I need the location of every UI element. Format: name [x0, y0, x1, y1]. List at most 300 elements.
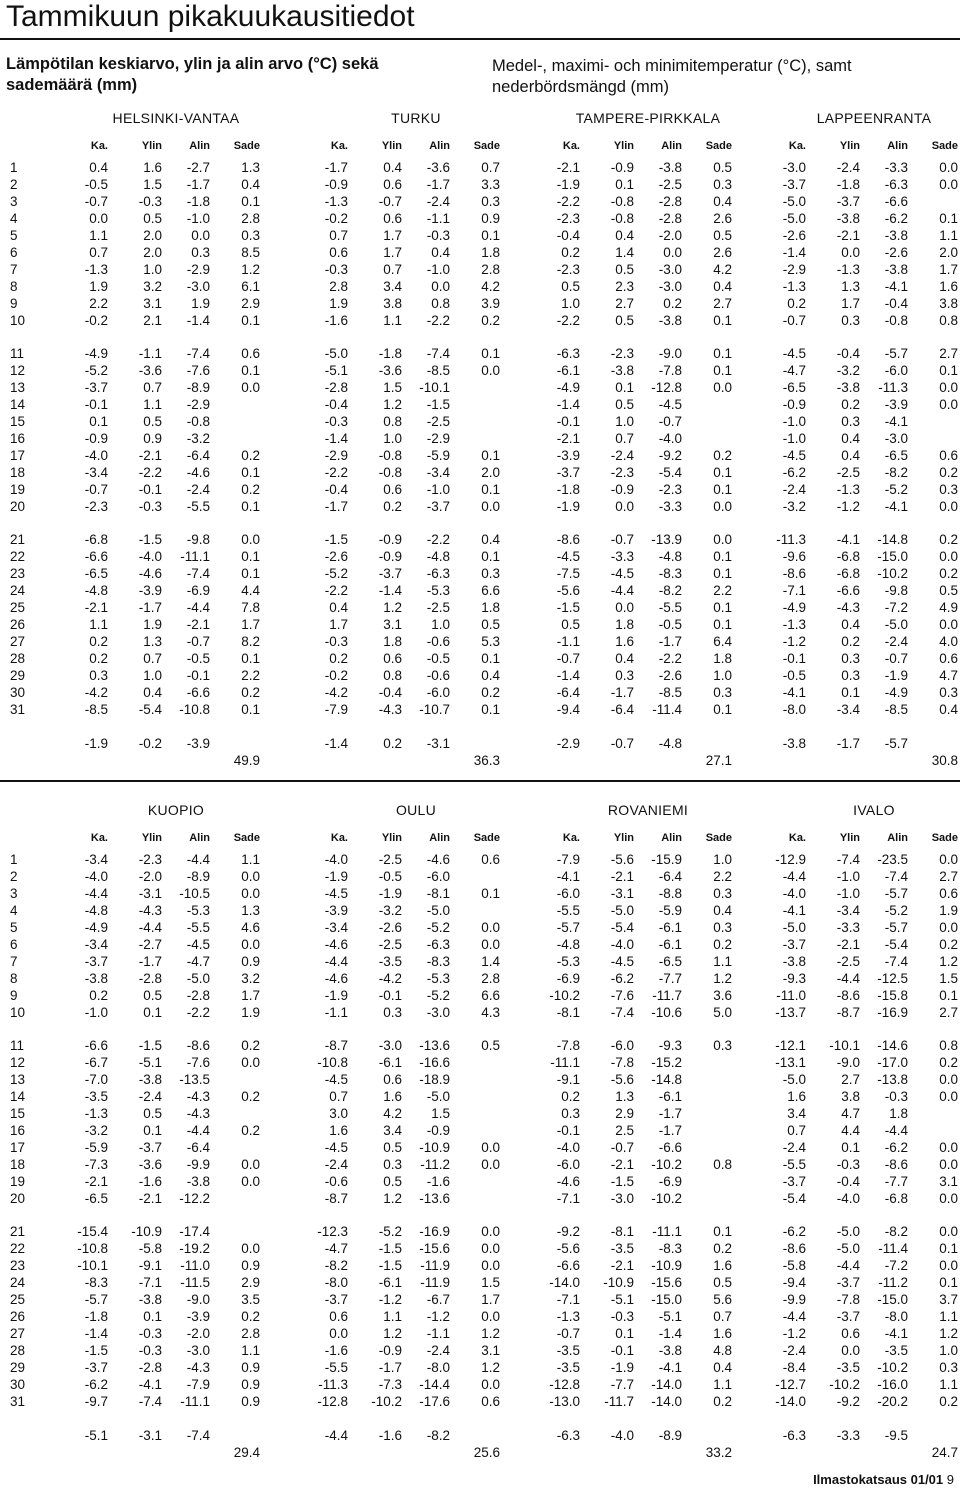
min-temp-cell: -2.9 — [426, 431, 450, 446]
max-temp-cell: -3.8 — [138, 1292, 162, 1307]
precipitation-cell: 2.8 — [481, 971, 500, 986]
mean-temp-cell: -4.9 — [556, 380, 580, 395]
table-row — [532, 262, 764, 279]
precipitation-total: 36.3 — [473, 753, 500, 768]
min-temp-cell: -14.8 — [877, 532, 908, 547]
table-row — [300, 1258, 532, 1275]
precipitation-cell: 0.3 — [713, 1038, 732, 1053]
table-row — [60, 160, 292, 177]
column-header: Ylin — [381, 832, 402, 844]
mean-temp-cell: -3.9 — [556, 448, 580, 463]
min-temp-cell: 0.0 — [663, 245, 682, 260]
mean-temp-cell: -8.0 — [782, 702, 806, 717]
min-temp-cell: -3.8 — [884, 262, 908, 277]
min-temp-cell: -3.0 — [426, 1005, 450, 1020]
mean-temp-cell: -4.4 — [324, 954, 348, 969]
table-row — [758, 465, 960, 482]
precipitation-cell: 0.6 — [939, 448, 958, 463]
table-row — [300, 431, 532, 448]
max-temp-cell: 1.0 — [615, 414, 634, 429]
min-temp-cell: -5.2 — [884, 482, 908, 497]
min-temp-cell: -6.6 — [884, 194, 908, 209]
precipitation-cell: 0.1 — [241, 363, 260, 378]
day-number: 9 — [10, 988, 18, 1003]
min-temp-cell: -2.9 — [186, 262, 210, 277]
mean-temp-cell: -3.7 — [84, 954, 108, 969]
table-row — [758, 431, 960, 448]
precipitation-cell: 0.4 — [241, 177, 260, 192]
mean-temp-cell: -0.7 — [556, 651, 580, 666]
mean-temp-cell: -4.4 — [84, 886, 108, 901]
min-temp-cell: -0.5 — [658, 617, 682, 632]
min-temp-cell: -5.0 — [186, 971, 210, 986]
table-row — [758, 1360, 960, 1377]
mean-temp-cell: -1.7 — [324, 160, 348, 175]
table-row — [532, 583, 764, 600]
max-temp-cell: 1.2 — [383, 1326, 402, 1341]
mean-temp-cell: -7.8 — [556, 1038, 580, 1053]
mean-temp-cell: -4.9 — [84, 346, 108, 361]
min-temp-cell: -6.3 — [884, 177, 908, 192]
max-temp-cell: -0.4 — [836, 346, 860, 361]
mean-temp-cell: -5.0 — [324, 346, 348, 361]
min-temp-cell: -4.1 — [884, 1326, 908, 1341]
min-temp-cell: -9.8 — [884, 583, 908, 598]
min-temp-cell: -19.2 — [179, 1241, 210, 1256]
max-temp-cell: 1.8 — [383, 634, 402, 649]
day-number: 16 — [10, 431, 26, 446]
max-temp-cell: -10.2 — [829, 1377, 860, 1392]
max-temp-cell: 4.7 — [841, 1106, 860, 1121]
min-temp-cell: -1.7 — [658, 1106, 682, 1121]
mean-temp-cell: -3.9 — [324, 903, 348, 918]
mean-temp-cell: -1.1 — [556, 634, 580, 649]
precipitation-total: 25.6 — [473, 1445, 500, 1460]
day-number: 5 — [10, 228, 18, 243]
precipitation-cell: 0.0 — [241, 532, 260, 547]
max-temp-cell: 3.8 — [841, 1089, 860, 1104]
max-temp-cell: -3.3 — [610, 549, 634, 564]
min-temp-cell: -4.8 — [426, 549, 450, 564]
max-temp-cell: 0.1 — [615, 380, 634, 395]
precipitation-cell: 4.0 — [939, 634, 958, 649]
monthly-mean-row — [60, 736, 292, 753]
mean-temp-cell: -0.7 — [84, 194, 108, 209]
min-temp-cell: -5.7 — [884, 920, 908, 935]
mean-temp-cell: -4.5 — [324, 1072, 348, 1087]
mean-temp-cell: -1.7 — [324, 499, 348, 514]
max-temp-cell: 0.4 — [615, 651, 634, 666]
table-row — [758, 1343, 960, 1360]
max-temp-cell: 1.6 — [615, 634, 634, 649]
mean-temp-cell: 0.5 — [561, 279, 580, 294]
mean-temp-cell: -1.6 — [324, 1343, 348, 1358]
heading-swedish: Medel-, maximi- och minimitemperatur (°C), samt nederbördsmängd (mm) — [492, 57, 852, 96]
table-row — [300, 177, 532, 194]
max-temp-cell: -6.8 — [836, 566, 860, 581]
mean-temp-cell: -4.6 — [324, 937, 348, 952]
mean-temp-cell: 0.1 — [89, 414, 108, 429]
max-temp-cell: -4.6 — [138, 566, 162, 581]
precipitation-cell: 0.4 — [939, 702, 958, 717]
table-row — [532, 431, 764, 448]
day-number: 19 — [10, 1174, 26, 1189]
min-temp-cell: -5.3 — [186, 903, 210, 918]
max-temp-cell: 0.2 — [841, 634, 860, 649]
max-temp-cell: -1.9 — [378, 886, 402, 901]
table-row — [758, 1394, 960, 1411]
precipitation-cell: 2.2 — [713, 869, 732, 884]
table-row — [60, 1106, 292, 1123]
precipitation-cell: 3.1 — [939, 1174, 958, 1189]
min-temp-cell: -8.2 — [884, 1224, 908, 1239]
precipitation-cell: 0.2 — [241, 1089, 260, 1104]
max-temp-cell: 0.7 — [383, 262, 402, 277]
mean-temp-cell: -11.1 — [550, 1055, 580, 1070]
max-temp-cell: 1.9 — [143, 617, 162, 632]
max-temp-cell: 0.4 — [841, 431, 860, 446]
table-row — [758, 886, 960, 903]
table-row — [758, 903, 960, 920]
mean-temp-cell: -7.5 — [556, 566, 580, 581]
max-temp-cell: 0.4 — [841, 617, 860, 632]
table-row — [758, 651, 960, 668]
precipitation-cell: 2.2 — [713, 583, 732, 598]
max-temp-cell: -9.1 — [138, 1258, 162, 1273]
mean-temp-cell: -1.4 — [324, 431, 348, 446]
day-number: 21 — [10, 532, 26, 547]
table-row — [758, 988, 960, 1005]
precipitation-cell: 0.1 — [481, 651, 500, 666]
table-row — [300, 886, 532, 903]
max-temp-cell: -0.5 — [378, 869, 402, 884]
mean-temp-cell: -6.0 — [556, 886, 580, 901]
column-header: Sade — [705, 832, 732, 844]
precipitation-cell: 0.0 — [481, 1309, 500, 1324]
precipitation-cell: 0.1 — [241, 651, 260, 666]
mean-temp-cell: 0.7 — [329, 228, 348, 243]
day-number: 12 — [10, 1055, 26, 1070]
precipitation-cell: 0.1 — [713, 566, 732, 581]
table-row — [532, 566, 764, 583]
table-row — [758, 1326, 960, 1343]
max-temp-cell: -2.4 — [836, 160, 860, 175]
min-temp-cell: -6.7 — [426, 1292, 450, 1307]
max-temp-cell: 0.3 — [841, 313, 860, 328]
table-row — [532, 482, 764, 499]
min-temp-cell: -12.5 — [877, 971, 908, 986]
table-row — [758, 1072, 960, 1089]
min-temp-cell: -11.9 — [420, 1258, 450, 1273]
mean-temp-cell: -11.3 — [318, 1377, 348, 1392]
min-temp-cell: -1.4 — [186, 313, 210, 328]
precipitation-cell: 0.2 — [241, 1038, 260, 1053]
precipitation-cell: 0.9 — [481, 211, 500, 226]
column-header: Ka. — [90, 832, 108, 844]
mean-temp-cell: -0.7 — [556, 1326, 580, 1341]
precipitation-cell: 2.0 — [481, 465, 500, 480]
table-row — [532, 346, 764, 363]
day-number: 29 — [10, 1360, 26, 1375]
precipitation-cell: 3.3 — [481, 177, 500, 192]
mean-temp-cell: -3.8 — [84, 971, 108, 986]
max-temp-cell: 2.0 — [143, 245, 162, 260]
max-temp-cell: 0.5 — [143, 1106, 162, 1121]
max-temp-cell: -4.1 — [836, 532, 860, 547]
day-number: 14 — [10, 1089, 26, 1104]
table-row — [532, 160, 764, 177]
mean-temp-cell: -3.5 — [556, 1360, 580, 1375]
mean-temp-cell: -5.2 — [324, 566, 348, 581]
min-temp-cell: -0.8 — [884, 313, 908, 328]
precipitation-cell: 0.0 — [241, 1174, 260, 1189]
table-row — [532, 1089, 764, 1106]
precipitation-cell: 0.0 — [481, 1377, 500, 1392]
precipitation-cell: 0.0 — [939, 1258, 958, 1273]
min-temp-cell: -1.0 — [186, 211, 210, 226]
precipitation-cell: 0.1 — [481, 482, 500, 497]
table-row — [758, 194, 960, 211]
max-temp-cell: -6.0 — [610, 1038, 634, 1053]
max-temp-cell: -0.1 — [378, 988, 402, 1003]
precipitation-cell: 0.0 — [939, 1072, 958, 1087]
min-temp-cell: -2.6 — [884, 245, 908, 260]
min-temp-cell: -2.0 — [658, 228, 682, 243]
min-temp-cell: -16.6 — [419, 1055, 450, 1070]
max-temp-cell: -2.2 — [138, 465, 162, 480]
mean-temp-cell: -0.2 — [324, 211, 348, 226]
table-row — [300, 549, 532, 566]
max-temp-cell: -2.0 — [138, 869, 162, 884]
mean-temp-cell: -4.8 — [556, 937, 580, 952]
mean-temp-cell: -2.1 — [84, 1174, 108, 1189]
mean-temp-cell: -4.1 — [556, 869, 580, 884]
min-temp-cell: 1.5 — [431, 1106, 450, 1121]
precipitation-cell: 3.5 — [241, 1292, 260, 1307]
min-temp-cell: -11.0 — [180, 1258, 210, 1273]
max-temp-cell: -10.9 — [603, 1275, 634, 1290]
min-temp-cell: -3.0 — [884, 431, 908, 446]
table-row — [300, 1394, 532, 1411]
monthly-mean-row — [300, 1428, 532, 1445]
precipitation-cell: 0.3 — [241, 228, 260, 243]
table-row — [532, 414, 764, 431]
max-temp-cell: -2.8 — [138, 1360, 162, 1375]
max-temp-cell: 1.3 — [841, 279, 860, 294]
table-row — [758, 1191, 960, 1208]
precipitation-cell: 0.2 — [939, 1394, 958, 1409]
mean-temp-cell: -10.8 — [317, 1055, 348, 1070]
mean-temp-cell: -8.6 — [782, 1241, 806, 1256]
max-temp-cell: -4.4 — [836, 971, 860, 986]
precipitation-total: 30.8 — [931, 753, 958, 768]
min-temp-monthly: -9.5 — [884, 1428, 908, 1443]
day-number: 1 — [10, 160, 18, 175]
precipitation-cell: 3.2 — [241, 971, 260, 986]
mean-temp-cell: -0.1 — [84, 397, 108, 412]
min-temp-cell: -4.3 — [186, 1106, 210, 1121]
precipitation-cell: 0.1 — [939, 988, 958, 1003]
max-temp-cell: -0.9 — [610, 482, 634, 497]
precipitation-cell: 1.2 — [241, 262, 260, 277]
day-number: 3 — [10, 194, 18, 209]
precipitation-cell: 1.2 — [481, 1360, 500, 1375]
table-row — [758, 1174, 960, 1191]
table-row — [60, 886, 292, 903]
max-temp-cell: 1.0 — [143, 262, 162, 277]
table-row — [60, 1377, 292, 1394]
max-temp-cell: -1.3 — [836, 262, 860, 277]
precipitation-cell: 0.0 — [241, 1157, 260, 1172]
mean-temp-cell: 1.0 — [561, 296, 580, 311]
min-temp-cell: -4.9 — [884, 685, 908, 700]
mean-temp-cell: -6.6 — [84, 549, 108, 564]
min-temp-cell: -2.2 — [658, 651, 682, 666]
max-temp-cell: 0.5 — [615, 262, 634, 277]
table-row — [758, 1258, 960, 1275]
precipitation-cell: 1.7 — [241, 617, 260, 632]
min-temp-cell: 0.0 — [431, 279, 450, 294]
day-number: 30 — [10, 685, 26, 700]
table-row — [532, 448, 764, 465]
station-name: OULU — [395, 802, 437, 818]
min-temp-cell: -10.7 — [419, 702, 450, 717]
column-header: Alin — [429, 140, 450, 152]
precipitation-cell: 1.2 — [939, 954, 958, 969]
max-temp-cell: -6.2 — [610, 971, 634, 986]
table-row — [532, 1292, 764, 1309]
min-temp-cell: -12.2 — [179, 1191, 210, 1206]
precipitation-cell: 0.1 — [713, 1224, 732, 1239]
precipitation-cell: 0.1 — [241, 499, 260, 514]
table-row — [532, 1038, 764, 1055]
mean-temp-cell: -7.1 — [556, 1292, 580, 1307]
table-row — [532, 1055, 764, 1072]
station-name: TAMPERE-PIRKKALA — [575, 110, 721, 126]
mean-temp-cell: 0.2 — [561, 1089, 580, 1104]
day-number: 19 — [10, 482, 26, 497]
precipitation-cell: 0.0 — [481, 499, 500, 514]
title-rule — [0, 38, 960, 40]
max-temp-cell: -0.8 — [610, 211, 634, 226]
column-header: Sade — [473, 140, 500, 152]
precipitation-cell: 0.2 — [939, 1055, 958, 1070]
min-temp-cell: -1.1 — [426, 1326, 450, 1341]
max-temp-cell: -6.6 — [836, 583, 860, 598]
max-temp-cell: -1.2 — [836, 499, 860, 514]
max-temp-cell: -3.7 — [836, 1275, 860, 1290]
mean-temp-cell: 3.0 — [329, 1106, 348, 1121]
precipitation-cell: 0.0 — [939, 1140, 958, 1155]
max-temp-monthly: -4.0 — [610, 1428, 634, 1443]
max-temp-cell: -5.1 — [610, 1292, 634, 1307]
monthly-mean-row — [300, 736, 532, 753]
table-row — [758, 532, 960, 549]
mean-temp-cell: -4.9 — [84, 920, 108, 935]
max-temp-cell: 0.5 — [143, 414, 162, 429]
precipitation-cell: 0.6 — [481, 1394, 500, 1409]
table-row — [300, 937, 532, 954]
mean-temp-cell: 0.2 — [89, 634, 108, 649]
footer-publication: Ilmastokatsaus 01/01 — [813, 1472, 944, 1487]
max-temp-cell: 1.1 — [383, 313, 402, 328]
mean-temp-cell: -3.5 — [84, 1089, 108, 1104]
max-temp-cell: 0.5 — [143, 988, 162, 1003]
max-temp-cell: 1.1 — [143, 397, 162, 412]
table-row — [532, 313, 764, 330]
min-temp-cell: -13.6 — [419, 1191, 450, 1206]
table-row — [60, 228, 292, 245]
min-temp-cell: -3.5 — [884, 1343, 908, 1358]
min-temp-cell: -13.9 — [651, 532, 682, 547]
table-row — [532, 954, 764, 971]
mean-temp-cell: -5.8 — [782, 1258, 806, 1273]
min-temp-cell: -14.0 — [651, 1377, 682, 1392]
min-temp-cell: -1.9 — [884, 668, 908, 683]
max-temp-cell: -5.2 — [378, 1224, 402, 1239]
min-temp-cell: -0.7 — [658, 414, 682, 429]
table-row — [300, 397, 532, 414]
table-row — [60, 1038, 292, 1055]
max-temp-cell: -3.7 — [378, 566, 402, 581]
max-temp-cell: -2.5 — [378, 937, 402, 952]
mean-temp-cell: -6.6 — [556, 1258, 580, 1273]
mean-temp-cell: -2.4 — [782, 1343, 806, 1358]
max-temp-cell: 0.1 — [841, 685, 860, 700]
min-temp-cell: -4.1 — [884, 414, 908, 429]
table-row — [758, 634, 960, 651]
max-temp-cell: 3.4 — [383, 279, 402, 294]
precipitation-cell: 1.1 — [939, 1377, 958, 1392]
mean-temp-cell: -5.5 — [324, 1360, 348, 1375]
column-header: Ylin — [839, 832, 860, 844]
mean-temp-cell: -4.0 — [84, 869, 108, 884]
max-temp-cell: -8.1 — [610, 1224, 634, 1239]
precipitation-cell: 6.4 — [713, 634, 732, 649]
max-temp-cell: -10.1 — [829, 1038, 860, 1053]
table-row — [300, 1089, 532, 1106]
mean-temp-cell: -7.3 — [84, 1157, 108, 1172]
max-temp-cell: -4.3 — [836, 600, 860, 615]
min-temp-cell: -9.2 — [658, 448, 682, 463]
max-temp-cell: -3.8 — [836, 211, 860, 226]
min-temp-cell: -3.8 — [658, 1343, 682, 1358]
mean-temp-cell: -11.0 — [776, 988, 806, 1003]
precipitation-cell: 0.4 — [481, 532, 500, 547]
min-temp-cell: -4.8 — [658, 549, 682, 564]
mean-temp-cell: -7.9 — [556, 852, 580, 867]
column-header: Sade — [705, 140, 732, 152]
day-number: 27 — [10, 634, 26, 649]
min-temp-cell: -15.2 — [651, 1055, 682, 1070]
min-temp-cell: -0.6 — [426, 634, 450, 649]
precipitation-cell: 5.6 — [713, 1292, 732, 1307]
min-temp-monthly: -5.7 — [884, 736, 908, 751]
max-temp-cell: -7.8 — [836, 1292, 860, 1307]
precipitation-cell: 2.7 — [939, 869, 958, 884]
precipitation-cell: 0.2 — [241, 448, 260, 463]
table-row — [60, 549, 292, 566]
table-row — [300, 380, 532, 397]
max-temp-cell: 0.3 — [841, 668, 860, 683]
precipitation-cell: 0.3 — [939, 482, 958, 497]
table-row — [300, 414, 532, 431]
table-row — [60, 1275, 292, 1292]
precipitation-cell: 2.6 — [713, 245, 732, 260]
min-temp-cell: -0.5 — [426, 651, 450, 666]
max-temp-cell: -1.5 — [138, 532, 162, 547]
precipitation-cell: 1.2 — [713, 971, 732, 986]
